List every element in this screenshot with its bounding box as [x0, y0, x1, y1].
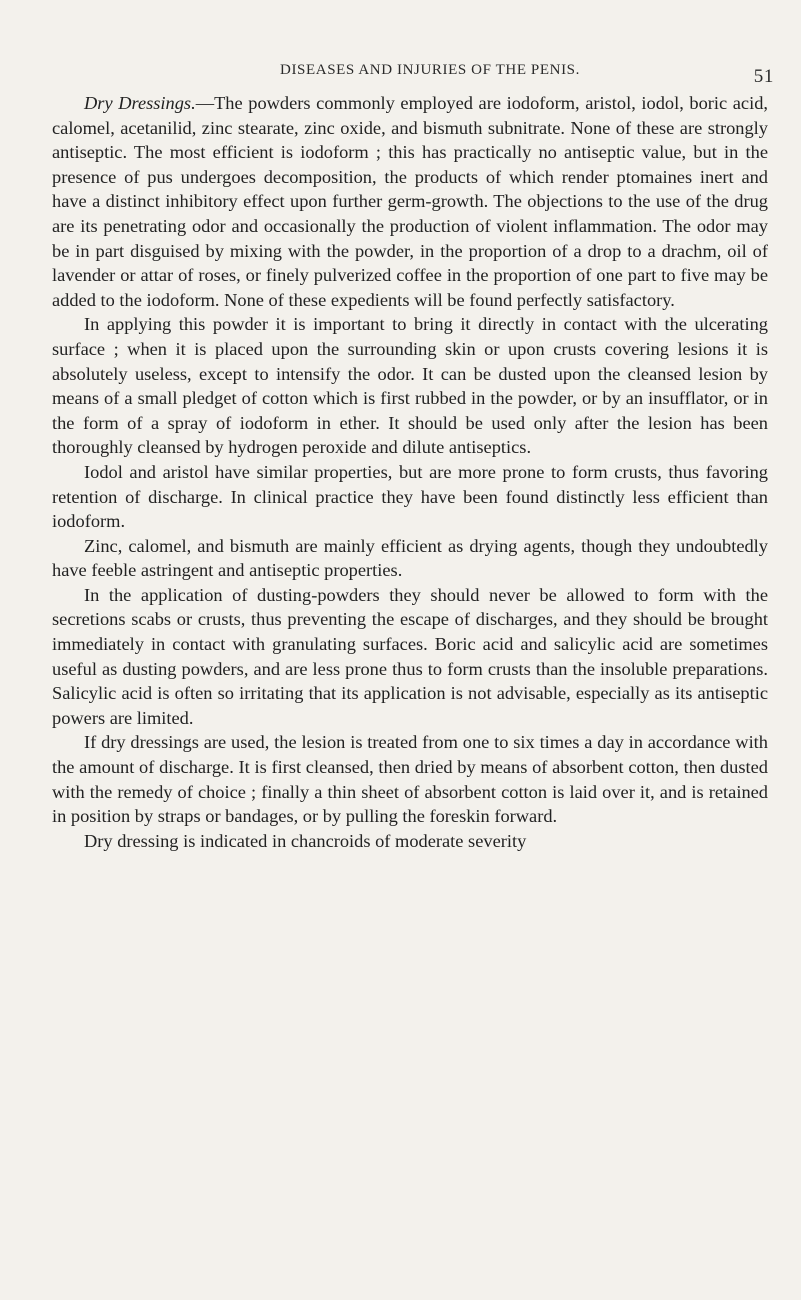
- paragraph: If dry dressings are used, the lesion is treated from one to six times a day in accordance with the amount of discharge. It is first cleansed, then dried by means of absorbent cotton, then dusted with the remedy of choice ; finally a thin sheet of absorbent cotton is laid over it, and is retained in position by straps or bandages, or by pulling the foreskin forward.: [52, 732, 768, 827]
- page-number: 51: [753, 66, 774, 87]
- paragraph: In the application of dusting-powders they should never be allowed to form with the secretions scabs or crusts, thus preventing the escape of discharges, and they should be brought immediately in contact with granulating surfaces. Boric acid and salicylic acid are sometimes useful as dusting powders, and are less prone thus to form crusts than the insoluble preparations. Salicylic acid is often so irritating that its application is not advisable, especially as its antiseptic powers are limited.: [52, 584, 768, 728]
- section-lead-heading: Dry Dressings.: [84, 93, 196, 113]
- running-head: [52, 62, 774, 87]
- paragraph: Dry dressing is indicated in chancroids of moderate severity: [84, 830, 527, 851]
- paragraph-dry-dressings: [52, 91, 768, 312]
- book-page: [52, 62, 774, 853]
- paragraph: Iodol and aristol have similar properties, but are more prone to form crusts, thus favoring retention of discharge. In clinical practice they have been found distinctly less efficient than iodoform.: [52, 461, 768, 532]
- running-title: DISEASES AND INJURIES OF THE PENIS.: [280, 62, 580, 78]
- paragraph: In applying this powder it is important to bring it directly in contact with the ulcerating surface ; when it is placed upon the surrounding skin or upon crusts covering lesions it is absolutely useless, except to intensify the odor. It can be dusted upon the cleansed lesion by means of a small pledget of cotton which is first rubbed in the powder, or by an insufflator, or in the form of a spray of iodoform in ether. It should be used only after the lesion has been thoroughly cleansed by hydrogen peroxide and dilute antiseptics.: [52, 314, 768, 458]
- paragraph-text: —The powders commonly employed are iodoform, aristol, iodol, boric acid, calomel, acetanilid, zinc stearate, zinc oxide, and bismuth subnitrate. None of these are strongly antiseptic. The most efficient is iodoform ; this has practically no antiseptic value, but in the presence of pus undergoes decomposition, the products of which render ptomaines inert and have a distinct inhibitory effect upon further germ-growth. The objections to the use of the drug are its penetrating odor and occasionally the production of violent inflammation. The odor may be in part disguised by mixing with the powder, in the proportion of a drop to a drachm, oil of lavender or attar of roses, or finely pulverized coffee in the proportion of one part to five may be added to the iodoform. None of these expedients will be found perfectly satisfactory.: [52, 93, 768, 310]
- paragraph: Zinc, calomel, and bismuth are mainly efficient as drying agents, though they undoubtedly have feeble astringent and antiseptic properties.: [52, 535, 768, 581]
- body-text: [52, 91, 768, 853]
